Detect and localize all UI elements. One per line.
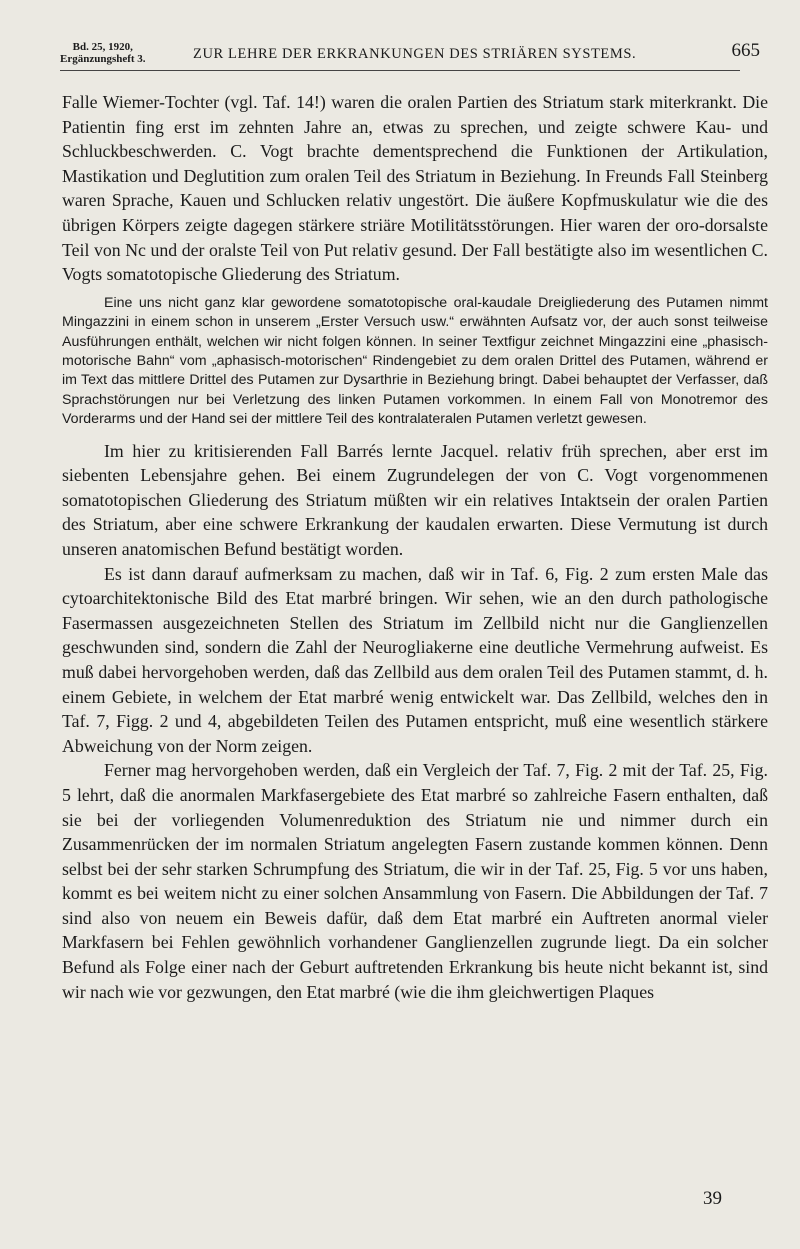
page-number: 665 [731,40,760,61]
volume-info [60,41,146,65]
supplement-line: Ergänzungsheft 3. [60,53,146,65]
paragraph-2: Im hier zu kritisierenden Fall Barrés lernte Jacquel. relativ früh sprechen, aber erst im siebenten Lebensjahre gehen. Bei einem Zugrundelegen der von C. Vogt vorgenommenen somatotopischen Gliederung des Striatum müßten wir ein relatives Intaktsein der oralen Partien des Striatum, aber eine schwere Erkrankung der kaudalen erwarten. Diese Vermutung ist durch unseren anatomischen Befund bestätigt worden. [62,440,768,559]
body-text [62,90,768,1004]
paragraph-1: Falle Wiemer-Tochter (vgl. Taf. 14!) waren die oralen Partien des Striatum stark miterkrankt. Die Patientin fing erst im zehnten Jahre an, etwas zu sprechen, und zeigte schwere Kau- und Schluckbeschwerden. C. Vogt brachte dementsprechend die Funktionen der Artikulation, Mastikation und Deglutition zum oralen Teil des Striatum in Beziehung. In Freunds Fall Steinberg waren Sprache, Kauen und Schlucken relativ ungestört. Die äußere Kopfmuskulatur wie die des übrigen Körpers zeigte dagegen stärkere striäre Motilitätsstörungen. Hier waren der oro-dorsalste Teil von Nc und der oralste Teil von Put relativ gesund. Der Fall bestätigte also im wesentlichen C. Vogts somatotopische Gliederung des Striatum. [62,92,768,285]
footnote-paragraph: Eine uns nicht ganz klar gewordene somatotopische oral-kaudale Dreigliederung des Putamen nimmt Mingazzini in einem schon in unserem „Erster Versuch usw.“ erwähnten Aufsatz vor, der auch sonst teilweise Ausführungen enthält, welchen wir nicht folgen können. In seiner Textfigur zeichnet Mingazzini eine „phasisch-motorische Bahn“ vom „aphasisch-motorischen“ Rindengebiet zu dem oralen Drittel des Putamen, während er im Text das mittlere Drittel des Putamen zur Dysarthrie in Beziehung bringt. Dabei behauptet der Verfasser, daß Sprachstörungen nur bei Verletzung des linken Putamen vorkommen. In einem Fall von Monotremor des Vorderarms und der Hand sei der mittlere Teil des kontralateralen Putamen verletzt gewesen. [62,294,768,428]
volume-line: Bd. 25, 1920, [72,41,133,53]
signature-mark: 39 [703,1188,722,1209]
running-title: ZUR LEHRE DER ERKRANKUNGEN DES STRIÄREN SYSTEMS. [193,46,637,62]
paragraph-3: Es ist dann darauf aufmerksam zu machen, daß wir in Taf. 6, Fig. 2 zum ersten Male das cytoarchitektonische Bild des Etat marbré bringen. Wir sehen, wie an den durch pathologische Fasermassen ausgezeichneten Stellen des Striatum im Zellbild nicht nur die Ganglienzellen geschwunden sind, sondern die Zahl der Neurogliakerne eine deutliche Vermehrung aufweist. Es muß dabei hervorgehoben werden, daß das Zellbild aus dem oralen Teil des Putamen stammt, d. h. einem Gebiete, in welchem der Etat marbré wenig entwickelt war. Das Zellbild, welches den in Taf. 7, Figg. 2 und 4, abgebildeten Teilen des Putamen entspricht, muß eine wesentlich stärkere Abweichung von der Norm zeigen. [62,563,768,756]
running-header [60,38,760,71]
paragraph-4: Ferner mag hervorgehoben werden, daß ein Vergleich der Taf. 7, Fig. 2 mit der Taf. 25, Fig. 5 lehrt, daß die anormalen Markfasergebiete des Etat marbré so zahlreiche Fasern enthalten, daß sie bei der vorliegenden Volumenreduktion des Striatum nie und nimmer durch ein Zusammenrücken der im normalen Striatum angelegten Fasern zustande kommen können. Denn selbst bei der sehr starken Schrumpfung des Striatum, die wir in der Taf. 25, Fig. 5 vor uns haben, kommt es bei weitem nicht zu einer solchen Ansammlung von Fasern. Die Abbildungen der Taf. 7 sind also von neuem ein Beweis dafür, daß dem Etat marbré ein Auftreten anormal vieler Markfasern bei Fehlen gewöhnlich vorhandener Ganglienzellen zugrunde liegt. Da ein solcher Befund als Folge einer nach der Geburt auftretenden Erkrankung bis heute nicht bekannt ist, sind wir nach wie vor gezwungen, den Etat marbré (wie die ihm gleichwertigen Plaques [62,760,768,1002]
